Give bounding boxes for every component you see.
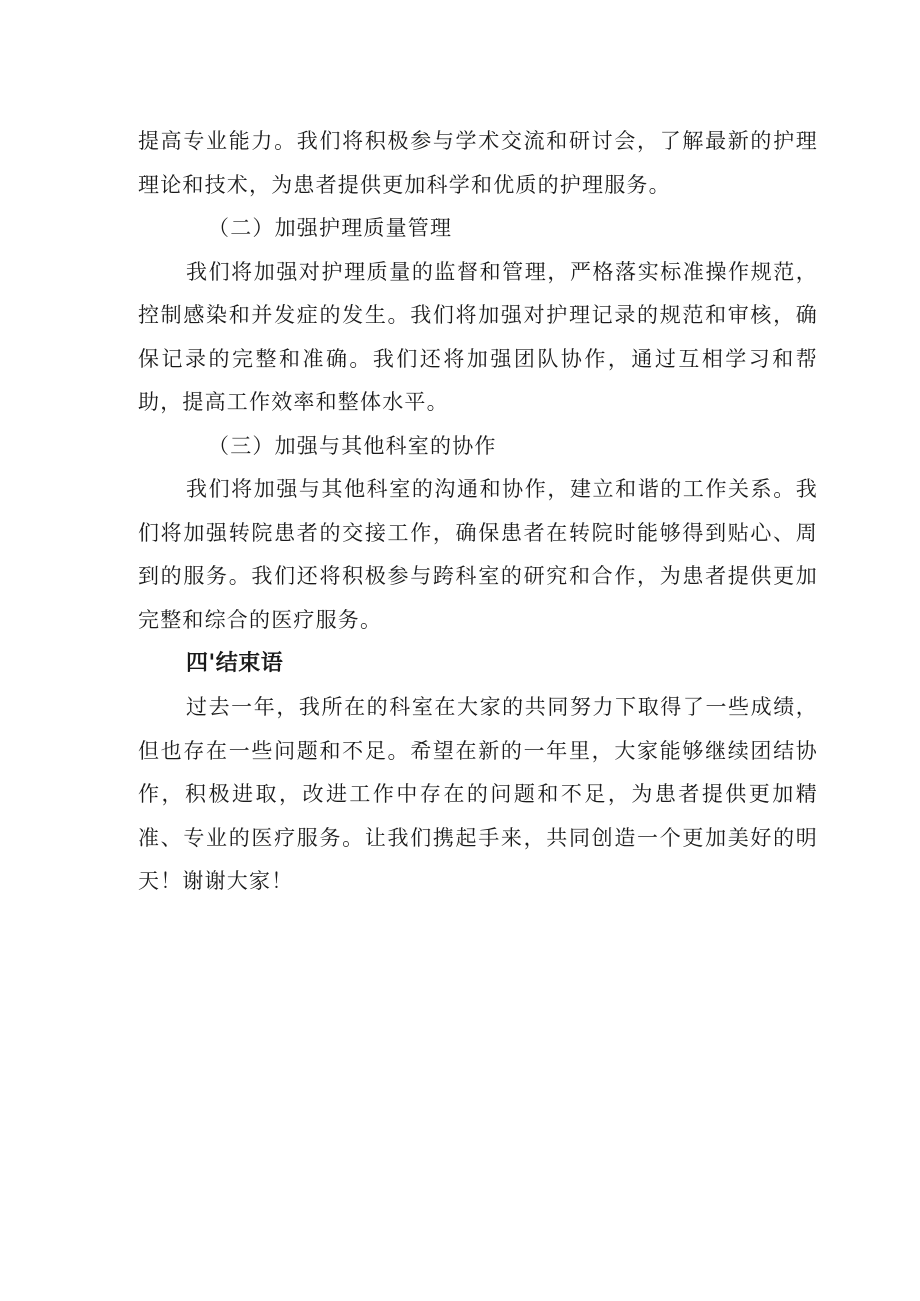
subheading-department-collaboration: （三）加强与其他科室的协作 [208, 433, 497, 458]
subheading-quality-management: （二）加强护理质量管理 [208, 216, 453, 240]
paragraph-conclusion: 过去一年，我所在的科室在大家的共同努力下取得了一些成绩，但也存在一些问题和不足。希望在新的一年里，大家能够继续团结协作，积极进取，改进工作中存在的问题和不足，为患者提供更加精准、专业的医疗服务。让我们携起手来，共同创造一个更加美好的明天！谢谢大家！ [138, 695, 818, 893]
section-heading-conclusion: 四'结束语 [186, 651, 284, 676]
paragraph-professional-ability: 提高专业能力。我们将积极参与学术交流和研讨会，了解最新的护理理论和技术，为患者提供更加科学和优质的护理服务。 [138, 129, 818, 197]
paragraph-quality-management: 我们将加强对护理质量的监督和管理，严格落实标准操作规范，控制感染和并发症的发生。我们将加强对护理记录的规范和审核，确保记录的完整和准确。我们还将加强团队协作，通过互相学习和帮助，提高工作效率和整体水平。 [138, 259, 818, 414]
document-body [138, 120, 818, 904]
paragraph-department-collaboration: 我们将加强与其他科室的沟通和协作，建立和谐的工作关系。我们将加强转院患者的交接工作，确保患者在转院时能够得到贴心、周到的服务。我们还将积极参与跨科室的研究和合作，为患者提供更加完整和综合的医疗服务。 [138, 477, 818, 632]
